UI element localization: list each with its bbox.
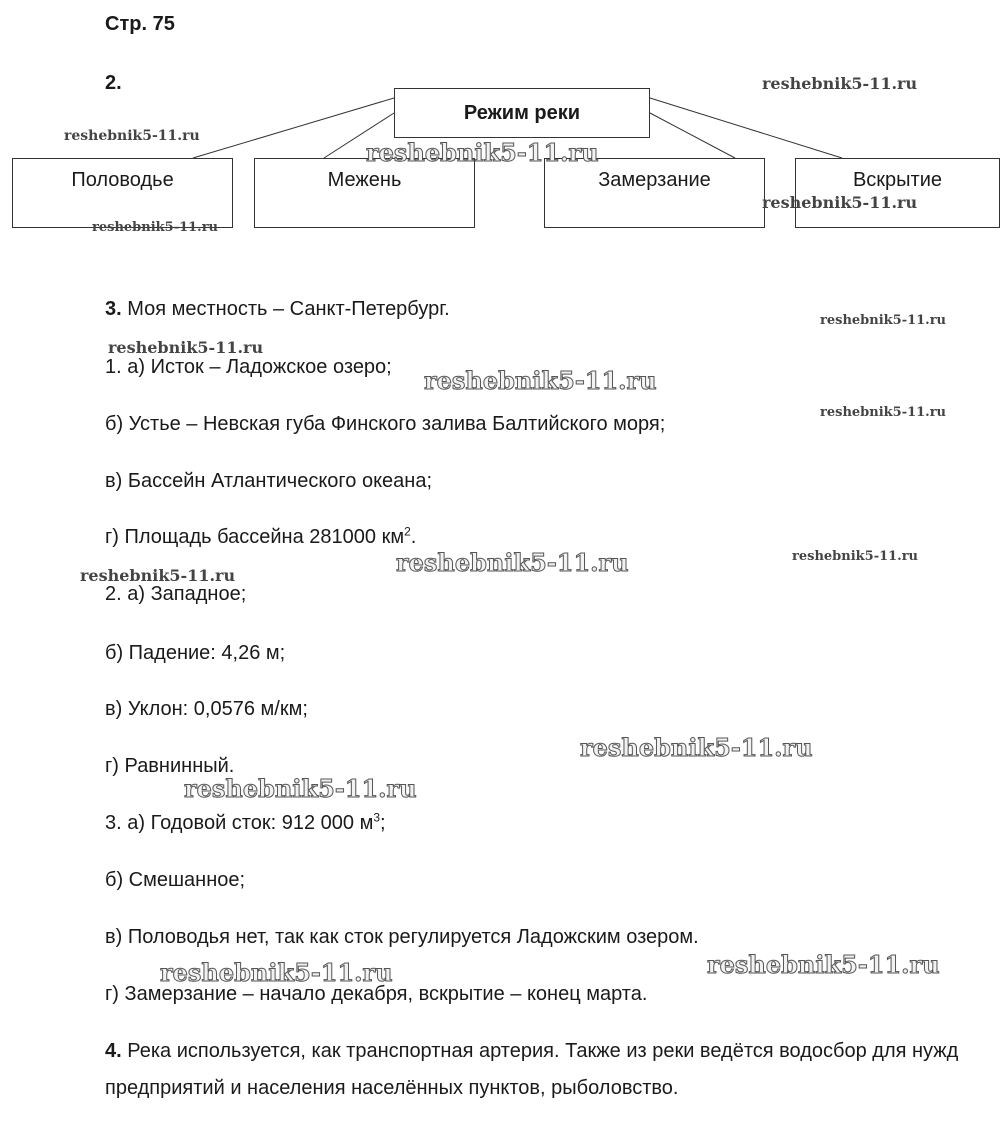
answer-line-volume-text: 3. а) Годовой сток: 912 000 м	[105, 812, 374, 834]
watermark: reshebnik5-11.ru	[820, 313, 947, 328]
answer-line: б) Устье – Невская губа Финского залива Балтийского моря;	[105, 413, 666, 435]
superscript-2: 2	[404, 524, 411, 539]
answer-line: г) Равнинный.	[105, 755, 235, 777]
diagram-root-box: Режим реки	[394, 88, 650, 138]
task-4-text: Река используется, как транспортная артерия. Также из реки ведётся водосбор для нужд предприятий и населения населённых пунктов, рыболовство.	[105, 1040, 959, 1099]
watermark: reshebnik5-11.ru	[160, 958, 393, 987]
answer-line: г) Замерзание – начало декабря, вскрытие – конец марта.	[105, 983, 648, 1005]
watermark: reshebnik5-11.ru	[184, 774, 417, 803]
connector-3	[650, 113, 735, 158]
answer-line: б) Падение: 4,26 м;	[105, 642, 286, 664]
watermark: reshebnik5-11.ru	[366, 138, 599, 167]
answer-line: в) Бассейн Атлантического океана;	[105, 470, 433, 492]
task-3-intro	[105, 298, 450, 321]
watermark: reshebnik5-11.ru	[820, 405, 947, 420]
watermark: reshebnik5-11.ru	[396, 548, 629, 577]
watermark: reshebnik5-11.ru	[64, 128, 200, 144]
answer-line: в) Уклон: 0,0576 м/км;	[105, 698, 308, 720]
task-3-intro-text: Моя местность – Санкт-Петербург.	[127, 298, 450, 320]
answer-line-area-end: .	[410, 526, 417, 548]
connector-1	[193, 98, 394, 158]
diagram-box-freezing: Замерзание	[544, 158, 765, 228]
watermark: reshebnik5-11.ru	[762, 74, 918, 93]
watermark: reshebnik5-11.ru	[92, 220, 219, 235]
answer-line-area	[105, 526, 416, 549]
watermark: reshebnik5-11.ru	[792, 549, 919, 564]
superscript-3: 3	[373, 810, 381, 825]
diagram-box-ice-breakup: Вскрытие	[795, 158, 1000, 228]
page-title: Стр. 75	[105, 13, 175, 35]
watermark: reshebnik5-11.ru	[424, 366, 657, 395]
watermark: reshebnik5-11.ru	[108, 338, 264, 357]
answer-line: б) Смешанное;	[105, 869, 246, 891]
answer-line: в) Половодья нет, так как сток регулируется Ладожским озером.	[105, 926, 699, 948]
diagram-box-high-water: Половодье	[12, 158, 233, 228]
task-3-number: 3.	[105, 298, 122, 320]
answer-line-volume	[105, 812, 386, 835]
watermark: reshebnik5-11.ru	[80, 566, 236, 585]
watermark: reshebnik5-11.ru	[707, 950, 940, 979]
task-2-number: 2.	[105, 72, 122, 94]
watermark: reshebnik5-11.ru	[762, 193, 918, 212]
task-4-number: 4.	[105, 1040, 122, 1062]
answer-line: 2. а) Западное;	[105, 583, 247, 605]
watermark: reshebnik5-11.ru	[580, 733, 813, 762]
diagram-box-low-water: Межень	[254, 158, 475, 228]
answer-line: 1. а) Исток – Ладожское озеро;	[105, 356, 392, 378]
answer-line-volume-end: ;	[380, 812, 386, 834]
answer-line-area-text: г) Площадь бассейна 281000 км	[105, 526, 405, 548]
task-4-paragraph	[105, 1033, 965, 1107]
